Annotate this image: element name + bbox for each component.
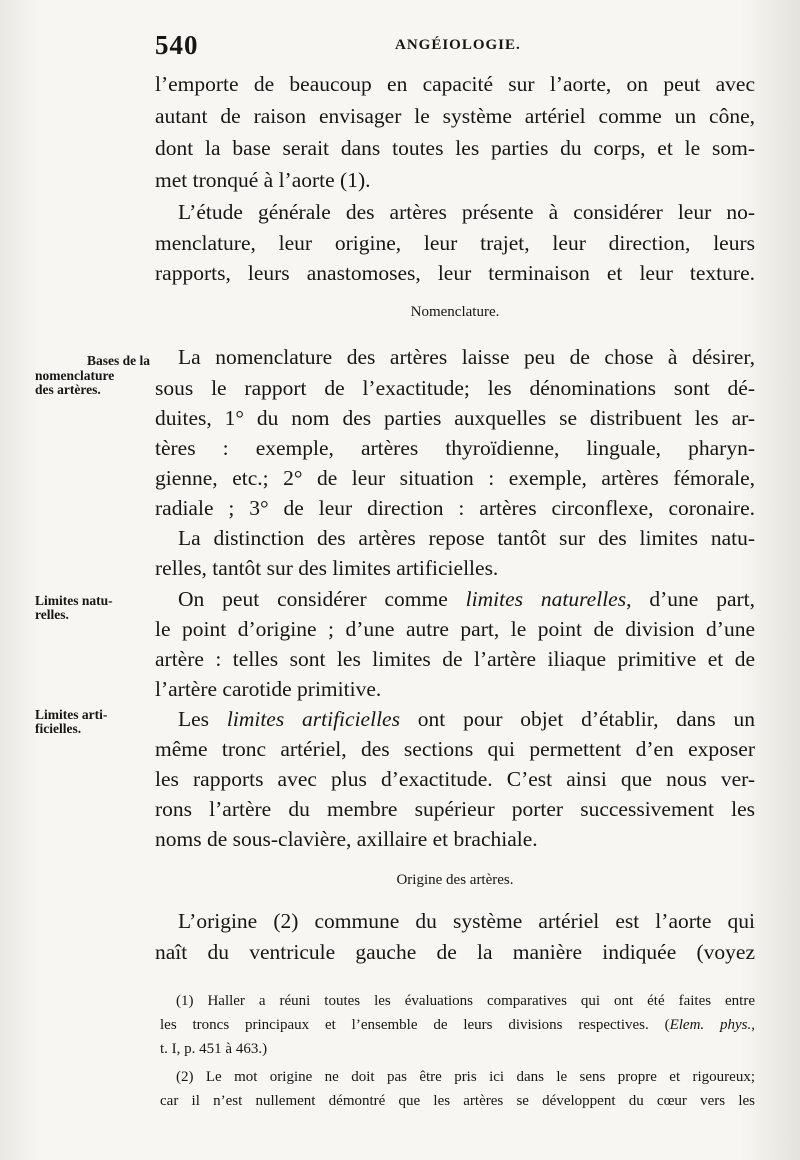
text-line bbox=[178, 705, 755, 733]
footnote-line: (2) Le mot origine ne doit pas être pris ici dans le sens propre et rigoureux; bbox=[176, 1069, 755, 1085]
margin-note-line: nomenclature bbox=[35, 368, 115, 383]
margin-note-line: Limites natu- bbox=[35, 593, 113, 608]
text-line: duites, 1° du nom des parties auxquelles se distribuent les ar- bbox=[155, 406, 755, 430]
text-line: radiale ; 3° de leur direction : artères circonflexe, coronaire. bbox=[155, 496, 755, 520]
text-line: L’origine (2) commune du système artériel est l’aorte qui bbox=[178, 909, 755, 933]
margin-note-limites-artificielles bbox=[35, 708, 153, 736]
text-line: autant de raison envisager le système artériel comme un cône, bbox=[155, 104, 755, 128]
text-run: , d’une part, bbox=[626, 587, 755, 611]
text-line: dont la base serait dans toutes les parties du corps, et le som- bbox=[155, 136, 755, 160]
text-line: les rapports avec plus d’exactitude. C’est ainsi que nous ver- bbox=[155, 767, 755, 791]
text-line: le point d’origine ; d’une autre part, le point de division d’une bbox=[155, 617, 755, 641]
text-line: l’emporte de beaucoup en capacité sur l’aorte, on peut avec bbox=[155, 72, 755, 96]
text-line: La nomenclature des artères laisse peu de chose à désirer, bbox=[178, 345, 755, 369]
text-line: relles, tantôt sur des limites artificielles. bbox=[155, 556, 499, 580]
text-line: l’artère carotide primitive. bbox=[155, 677, 382, 701]
text-run: Les bbox=[178, 707, 227, 731]
text-line: tères : exemple, artères thyroïdienne, linguale, pharyn- bbox=[155, 436, 755, 460]
footnote-line: (1) Haller a réuni toutes les évaluations comparatives qui ont été faites entre bbox=[176, 993, 755, 1009]
text-line: naît du ventricule gauche de la manière indiquée (voyez bbox=[155, 940, 755, 964]
margin-note-bases-2 bbox=[35, 369, 153, 397]
text-line: L’étude générale des artères présente à considérer leur no- bbox=[178, 200, 755, 224]
italic-term: limites artificielles bbox=[226, 707, 400, 731]
margin-note-limites-naturelles bbox=[35, 594, 153, 622]
text-line: La distinction des artères repose tantôt sur des limites natu- bbox=[178, 526, 755, 550]
margin-note-line: ficielles. bbox=[35, 721, 82, 736]
text-line: artère : telles sont les limites de l’artère iliaque primitive et de bbox=[155, 647, 755, 671]
text-run: , bbox=[751, 1017, 755, 1033]
text-run: On peut considérer comme bbox=[178, 587, 466, 611]
footnote-line bbox=[160, 1014, 755, 1036]
footnote-line: car il n’est nullement démontré que les artères se développent du cœur vers les bbox=[160, 1093, 755, 1109]
margin-note-line: relles. bbox=[35, 607, 69, 622]
text-line: sous le rapport de l’exactitude; les dénominations sont dé- bbox=[155, 376, 755, 400]
text-line: rons l’artère du membre supérieur porter successivement les bbox=[155, 797, 755, 821]
page-number: 540 bbox=[155, 30, 199, 60]
margin-note-line: des artères. bbox=[35, 382, 101, 397]
margin-note-line: Limites arti- bbox=[35, 707, 108, 722]
margin-note-line: Bases de la bbox=[86, 353, 150, 368]
text-line: noms de sous-clavière, axillaire et brachiale. bbox=[155, 827, 538, 851]
margin-note-bases bbox=[35, 354, 150, 368]
footnote-line: t. I, p. 451 à 463.) bbox=[160, 1041, 268, 1057]
text-line: même tronc artériel, des sections qui permettent d’en exposer bbox=[155, 737, 755, 761]
text-run: ont pour objet d’établir, dans un bbox=[399, 707, 755, 731]
text-run: les troncs principaux et l’ensemble de leurs divisions respectives. ( bbox=[160, 1017, 670, 1033]
section-heading-nomenclature: Nomenclature. bbox=[410, 304, 500, 320]
text-line: gienne, etc.; 2° de leur situation : exemple, artères fémorale, bbox=[155, 466, 755, 490]
page-header bbox=[155, 30, 745, 60]
running-title: ANGÉIOLOGIE. bbox=[395, 37, 521, 53]
text-line bbox=[178, 585, 755, 613]
text-line: menclature, leur origine, leur trajet, leur direction, leurs bbox=[155, 231, 755, 255]
italic-term: Elem. phys. bbox=[669, 1017, 752, 1033]
text-line: met tronqué à l’aorte (1). bbox=[155, 168, 371, 192]
italic-term: limites naturelles bbox=[465, 587, 627, 611]
text-line: rapports, leurs anastomoses, leur terminaison et leur texture. bbox=[155, 261, 755, 285]
section-heading-origine: Origine des artères. bbox=[396, 872, 514, 888]
